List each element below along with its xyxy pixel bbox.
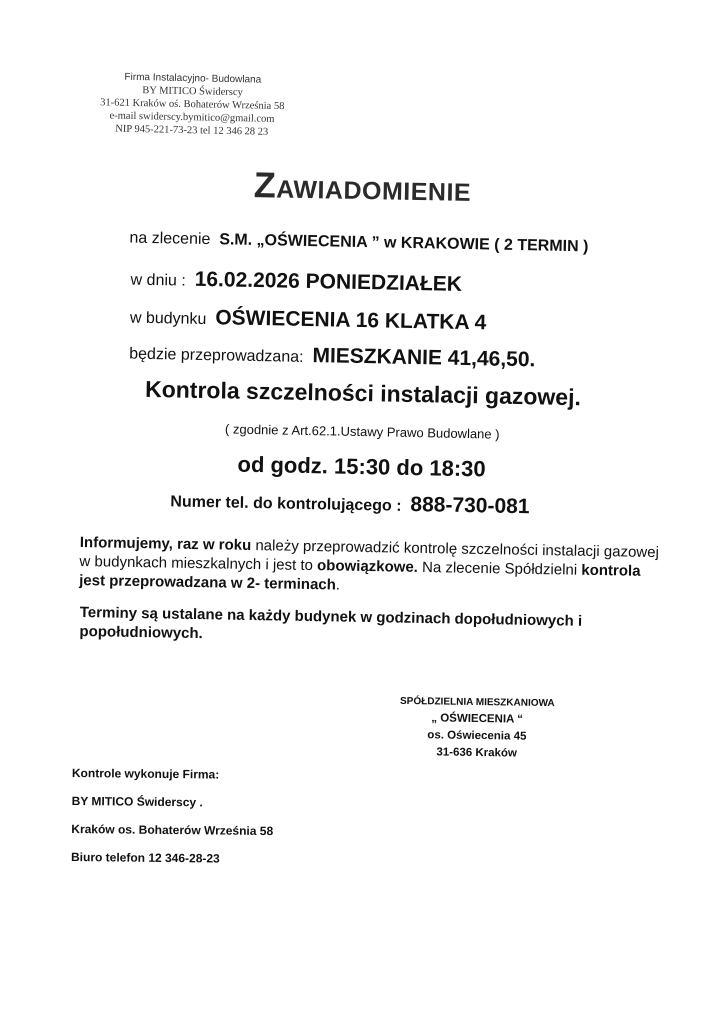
date-line [130,267,462,297]
order-label: na zlecenie [129,229,211,249]
conducted-label: będzie przeprowadzana: [129,345,304,366]
date-value: 16.02.2026 PONIEDZIAŁEK [194,267,463,296]
footer-intro: Kontrole wykonuje Firma: [71,766,220,782]
footer-address: Kraków os. Bohaterów Września 58 [71,821,274,839]
info-bold-1: Informujemy, raz w roku [79,533,252,554]
company-type: Firma Instalacyjno- Budowlana [124,71,262,86]
phone-value: 888-730-081 [410,492,530,519]
cooperative-name: SPÓŁDZIELNIA MIESZKANIOWA [399,695,555,710]
building-value: OŚWIECENIA 16 KLATKA 4 [215,306,487,335]
contractor-footer [71,766,274,880]
cooperative-quoted-name: „ OŚWIECENIA “ [431,712,524,726]
hours-line: od godz. 15:30 do 18:30 [237,451,486,482]
building-label: w budynku [129,309,207,329]
cooperative-signature [392,693,563,763]
subject-heading: Kontrola szczelności instalacji gazowej. [144,375,582,411]
document-title: Zawiadomienie [253,164,472,209]
footer-phone: Biuro telefon 12 346-28-23 [70,849,220,866]
phone-label: Numer tel. do kontrolującego : [170,493,402,515]
legal-basis: ( zgodnie z Art.62.1.Ustawy Prawo Budowlane ) [224,421,500,442]
company-email: e-mail swiderscy.bymitico@gmail.com [109,110,275,125]
date-label: w dniu : [130,271,186,290]
order-value: S.M. „OŚWIECENIA ” w KRAKOWIE ( 2 TERMIN ) [219,231,589,256]
building-line [130,305,487,336]
info-text-2: Na zlecenie Spółdzielni [417,558,582,579]
info-bold-2: obowiązkowe. [316,557,419,576]
order-line [129,230,588,257]
conducted-line [129,341,536,373]
info-text-1: należy przeprowadzić kontrolę szczelności instalacji gazowej w budynkach mieszkalnych i jest to [79,536,660,575]
info-bold-3: kontrola jest przeprowadzana w 2- terminach [79,561,641,594]
schedule-paragraph: Terminy są ustalane na każdy budynek w godzinach dopołudniowych i popołudniowych. [79,603,583,643]
cooperative-street: os. Oświecenia 45 [427,729,527,743]
company-name: BY MITICO Świderscy [142,85,243,99]
phone-line [170,488,530,519]
conducted-value: MIESZKANIE 41,46,50. [312,344,536,372]
info-text-3: . [335,576,341,594]
cooperative-city: 31-636 Kraków [436,746,517,760]
company-address: 31-621 Kraków oś. Bohaterów Września 58 [100,97,285,113]
company-nip-phone: NIP 945-221-73-23 tel 12 346 28 23 [115,123,269,138]
footer-company: BY MITICO Świderscy . [71,793,203,810]
info-paragraph [79,533,660,600]
